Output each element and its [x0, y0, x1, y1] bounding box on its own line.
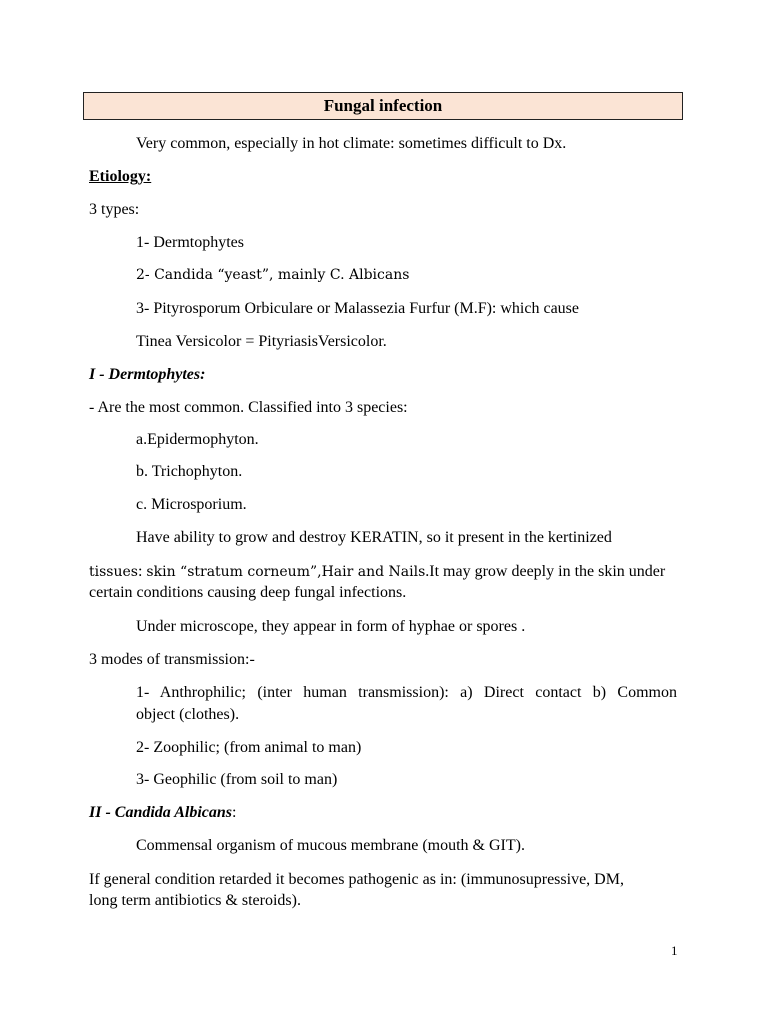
tissues-list: skin “stratum corneum”,Hair and Nails: [146, 564, 426, 580]
mode-item-1-continued: object (clothes).: [136, 706, 240, 723]
type-item-3-continued: Tinea Versicolor = PityriasisVersicolor.: [136, 333, 387, 350]
section2-colon: :: [232, 804, 237, 821]
section1-heading: I - Dermtophytes:: [89, 366, 206, 383]
section2-heading: [89, 802, 236, 823]
tissues-text: [89, 561, 665, 583]
tissues-text-continued: certain conditions causing deep fungal infections.: [89, 584, 407, 601]
section1-intro: - Are the most common. Classified into 3 species:: [89, 399, 408, 416]
general-condition-text: If general condition retarded it becomes pathogenic as in: (immunosupressive, DM,: [89, 871, 624, 888]
commensal-text: Commensal organism of mucous membrane (mouth & GIT).: [136, 837, 525, 854]
type-item-2: 2- Candida “yeast”, mainly C. Albicans: [136, 267, 410, 283]
etiology-heading: Etiology:: [89, 168, 152, 185]
mode-item-1: 1- Anthrophilic; (inter human transmission): a) Direct contact b) Common: [136, 684, 677, 701]
tissues-word: tissues: [89, 564, 138, 580]
modes-intro: 3 modes of transmission:-: [89, 651, 255, 668]
page-title: Fungal infection: [83, 92, 683, 120]
intro-text: Very common, especially in hot climate: sometimes difficult to Dx.: [136, 135, 567, 152]
general-condition-text-continued: long term antibiotics & steroids).: [89, 892, 301, 909]
species-item-a: a.Epidermophyton.: [136, 431, 259, 448]
species-item-b: b. Trichophyton.: [136, 463, 243, 480]
microscope-text: Under microscope, they appear in form of hyphae or spores .: [136, 618, 526, 635]
types-intro: 3 types:: [89, 201, 140, 218]
mode-item-2: 2- Zoophilic; (from animal to man): [136, 739, 362, 756]
page-number: 1: [671, 943, 678, 958]
type-item-3: 3- Pityrosporum Orbiculare or Malassezia Furfur (M.F): which cause: [136, 300, 579, 317]
tissues-rest: .It may grow deeply in the skin under: [425, 563, 666, 580]
mode-item-3: 3- Geophilic (from soil to man): [136, 771, 338, 788]
section2-title: II - Candida Albicans: [89, 804, 232, 821]
tissues-colon: :: [137, 563, 147, 580]
keratin-text: Have ability to grow and destroy KERATIN, so it present in the kertinized: [136, 529, 612, 546]
type-item-1: 1- Dermtophytes: [136, 234, 244, 251]
species-item-c: c. Microsporium.: [136, 496, 247, 513]
